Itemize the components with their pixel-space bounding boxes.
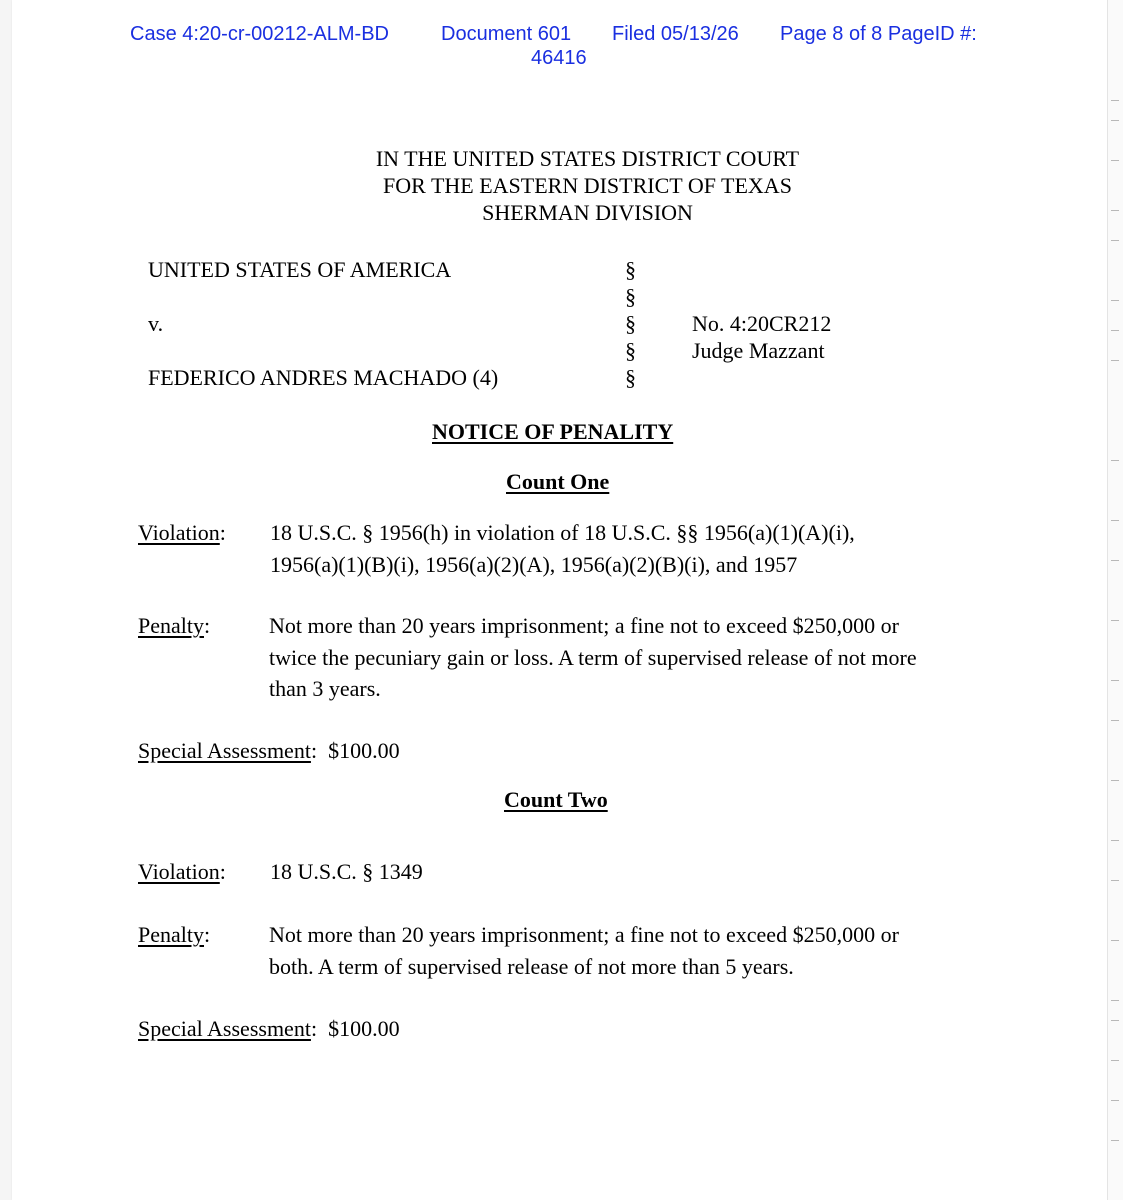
count-one-violation-text (270, 517, 855, 580)
count-one-violation-label: Violation: (138, 520, 226, 545)
edge-tick (1111, 460, 1119, 461)
count-one-penalty-text (269, 610, 917, 705)
edge-tick (1111, 680, 1119, 681)
section-symbol: § (625, 284, 636, 309)
count-one-penalty-line-3: than 3 years. (269, 676, 381, 701)
edge-tick (1111, 880, 1119, 881)
count-one-penalty-label: Penalty: (138, 613, 211, 638)
count-one-special-assessment: Special Assessment: $100.00 (138, 738, 400, 763)
court-heading (0, 145, 1123, 226)
edge-tick (1111, 300, 1119, 301)
header-filed-date: Filed 05/13/26 (612, 23, 739, 45)
edge-tick (1111, 840, 1119, 841)
section-symbol: § (625, 257, 636, 282)
edge-tick (1111, 1140, 1119, 1141)
edge-tick (1111, 360, 1119, 361)
header-page-id: 46416 (531, 47, 587, 69)
edge-tick (1111, 1100, 1119, 1101)
edge-tick (1111, 1000, 1119, 1001)
notice-title: NOTICE OF PENALITY (432, 419, 674, 444)
edge-tick (1111, 1060, 1119, 1061)
edge-tick (1111, 100, 1119, 101)
count-one-penalty-line-2: twice the pecuniary gain or loss. A term of supervised release of not more (269, 644, 917, 670)
count-two-penalty-text (269, 919, 899, 982)
court-line-2: FOR THE EASTERN DISTRICT OF TEXAS (383, 173, 792, 198)
edge-tick (1111, 120, 1119, 121)
count-one-assessment-value: $100.00 (328, 738, 400, 763)
edge-tick (1111, 940, 1119, 941)
count-two-penalty-line-1: Not more than 20 years imprisonment; a fine not to exceed $250,000 or (269, 922, 899, 947)
section-symbol: § (625, 365, 636, 390)
caption-defendant: FEDERICO ANDRES MACHADO (4) (148, 365, 499, 390)
edge-tick (1111, 330, 1119, 331)
edge-tick (1111, 560, 1119, 561)
count-two-special-assessment: Special Assessment: $100.00 (138, 1016, 400, 1041)
section-symbol: § (625, 338, 636, 363)
count-two-assessment-value: $100.00 (328, 1016, 400, 1041)
header-page-info: Page 8 of 8 PageID #: (780, 23, 977, 45)
count-two-violation-text: 18 U.S.C. § 1349 (270, 859, 423, 884)
count-one-title: Count One (506, 469, 610, 494)
count-two-violation-label: Violation: (138, 859, 226, 884)
count-two-penalty-label: Penalty: (138, 922, 211, 947)
count-one-violation-line-1: 18 U.S.C. § 1956(h) in violation of 18 U.S.C. §§ 1956(a)(1)(A)(i), (270, 520, 855, 545)
edge-tick (1111, 520, 1119, 521)
count-one-penalty-line-1: Not more than 20 years imprisonment; a fine not to exceed $250,000 or (269, 613, 899, 638)
edge-tick (1111, 240, 1119, 241)
edge-tick (1111, 620, 1119, 621)
edge-tick (1111, 780, 1119, 781)
count-two-penalty-line-2: both. A term of supervised release of not more than 5 years. (269, 953, 794, 979)
edge-tick (1111, 720, 1119, 721)
header-case-number: Case 4:20-cr-00212-ALM-BD (130, 23, 389, 45)
section-symbol: § (625, 311, 636, 336)
caption-case-number: No. 4:20CR212 (692, 311, 832, 336)
caption-versus: v. (148, 311, 164, 336)
court-line-1: IN THE UNITED STATES DISTRICT COURT (375, 146, 800, 171)
count-two-title: Count Two (504, 787, 608, 812)
caption-plaintiff: UNITED STATES OF AMERICA (148, 257, 452, 282)
edge-tick (1111, 1020, 1119, 1021)
count-one-violation-line-2: 1956(a)(1)(B)(i), 1956(a)(2)(A), 1956(a)(2)(B)(i), and 1957 (270, 551, 798, 577)
header-document-number: Document 601 (441, 23, 572, 45)
caption-judge: Judge Mazzant (692, 338, 825, 363)
court-line-3: SHERMAN DIVISION (482, 200, 693, 225)
